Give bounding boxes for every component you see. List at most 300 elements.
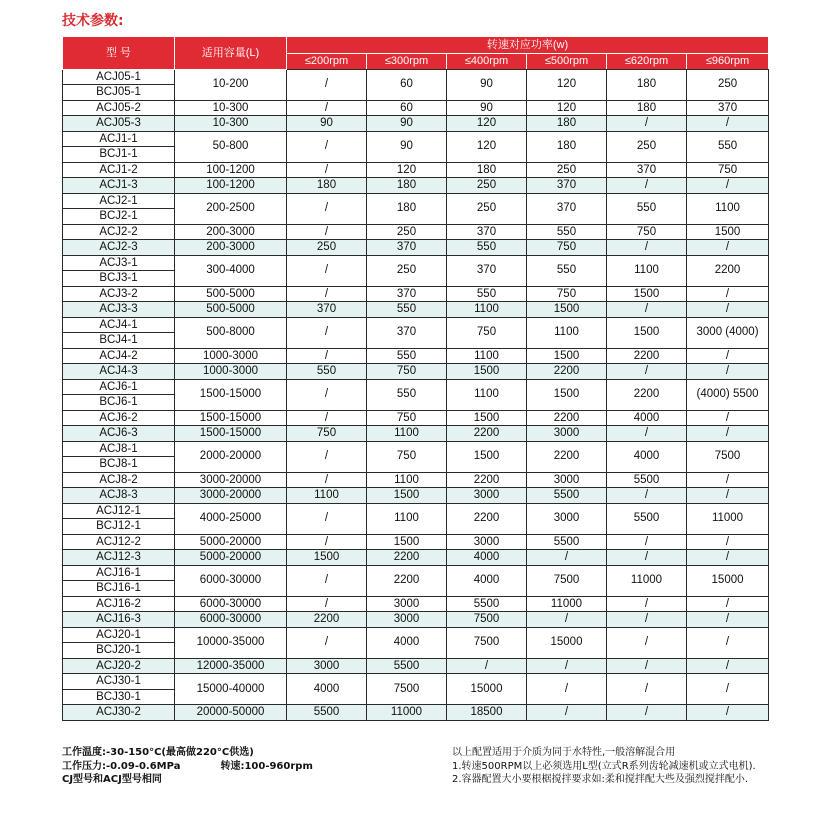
- power-cell: 3000: [367, 612, 447, 628]
- capacity-cell: 1000-3000: [175, 364, 287, 380]
- power-cell: /: [687, 364, 769, 380]
- model-cell: ACJ8-2: [63, 472, 175, 488]
- power-cell: 1500: [447, 441, 527, 472]
- power-cell: /: [687, 472, 769, 488]
- capacity-cell: 500-5000: [175, 286, 287, 302]
- capacity-cell: 1500-15000: [175, 379, 287, 410]
- power-cell: 3000: [527, 426, 607, 442]
- power-cell: /: [287, 100, 367, 116]
- table-row: [63, 612, 769, 628]
- power-cell: 180: [367, 178, 447, 194]
- power-cell: /: [607, 627, 687, 658]
- model-cell: ACJ12-2: [63, 534, 175, 550]
- capacity-cell: 1500-15000: [175, 410, 287, 426]
- table-row: [63, 503, 769, 519]
- capacity-cell: 200-3000: [175, 224, 287, 240]
- power-cell: /: [447, 658, 527, 674]
- power-cell: /: [607, 240, 687, 256]
- table-row: [63, 658, 769, 674]
- capacity-cell: 5000-20000: [175, 550, 287, 566]
- power-cell: /: [687, 410, 769, 426]
- table-row: [63, 286, 769, 302]
- power-cell: 90: [447, 69, 527, 100]
- power-cell: 1500: [527, 348, 607, 364]
- speed-header: ≤300rpm: [367, 54, 447, 70]
- capacity-cell: 1500-15000: [175, 426, 287, 442]
- config-note: 以上配置适用于介质为同于水特性,一般溶解混合用: [452, 747, 676, 758]
- power-cell: /: [527, 705, 607, 721]
- power-cell: /: [687, 674, 769, 705]
- power-cell: /: [607, 488, 687, 504]
- capacity-cell: 2000-20000: [175, 441, 287, 472]
- capacity-cell: 4000-25000: [175, 503, 287, 534]
- table-row: [63, 426, 769, 442]
- power-cell: 15000: [527, 627, 607, 658]
- power-cell: /: [687, 488, 769, 504]
- power-cell: 750: [607, 224, 687, 240]
- capacity-cell: 3000-20000: [175, 488, 287, 504]
- power-cell: 4000: [447, 565, 527, 596]
- table-row: [63, 534, 769, 550]
- power-cell: 180: [607, 69, 687, 100]
- power-cell: 1100: [527, 317, 607, 348]
- power-cell: /: [607, 674, 687, 705]
- model-cell: BCJ12-1: [63, 519, 175, 535]
- power-cell: /: [687, 596, 769, 612]
- model-cell: ACJ6-1: [63, 379, 175, 395]
- power-cell: /: [287, 627, 367, 658]
- power-cell: /: [287, 565, 367, 596]
- power-cell: 1500: [527, 302, 607, 318]
- power-cell: 2200: [527, 364, 607, 380]
- power-cell: 180: [527, 131, 607, 162]
- power-cell: /: [607, 705, 687, 721]
- power-cell: /: [527, 612, 607, 628]
- table-row: [63, 178, 769, 194]
- power-cell: 370: [527, 178, 607, 194]
- model-cell: ACJ8-3: [63, 488, 175, 504]
- model-cell: BCJ1-1: [63, 147, 175, 163]
- power-cell: /: [607, 364, 687, 380]
- power-cell: /: [607, 658, 687, 674]
- power-cell: 1100: [447, 379, 527, 410]
- power-cell: 90: [447, 100, 527, 116]
- power-cell: /: [287, 69, 367, 100]
- power-cell: 90: [367, 116, 447, 132]
- power-cell: 250: [607, 131, 687, 162]
- power-cell: 7500: [527, 565, 607, 596]
- capacity-cell: 10-300: [175, 116, 287, 132]
- power-cell: 550: [527, 224, 607, 240]
- power-cell: 370: [367, 317, 447, 348]
- power-cell: /: [687, 426, 769, 442]
- power-cell: 5500: [527, 488, 607, 504]
- table-row: [63, 596, 769, 612]
- power-cell: /: [287, 224, 367, 240]
- capacity-cell: 200-2500: [175, 193, 287, 224]
- power-cell: /: [287, 286, 367, 302]
- model-cell: BCJ20-1: [63, 643, 175, 659]
- model-cell: ACJ3-1: [63, 255, 175, 271]
- power-cell: /: [687, 534, 769, 550]
- model-cell: ACJ8-1: [63, 441, 175, 457]
- model-cell: BCJ8-1: [63, 457, 175, 473]
- model-cell: ACJ30-1: [63, 674, 175, 690]
- power-cell: 3000: [287, 658, 367, 674]
- working-pressure: 工作压力:-0.09-0.6MPa: [62, 760, 181, 772]
- power-cell: 250: [447, 178, 527, 194]
- power-cell: 370: [287, 302, 367, 318]
- capacity-cell: 200-3000: [175, 240, 287, 256]
- table-row: [63, 364, 769, 380]
- capacity-cell: 1000-3000: [175, 348, 287, 364]
- power-cell: 1500: [527, 379, 607, 410]
- power-cell: 120: [527, 100, 607, 116]
- power-cell: 550: [687, 131, 769, 162]
- power-cell: /: [287, 193, 367, 224]
- power-cell: 2200: [367, 565, 447, 596]
- power-cell: 370: [527, 193, 607, 224]
- power-cell: /: [607, 612, 687, 628]
- model-cell: BCJ2-1: [63, 209, 175, 225]
- model-cell: ACJ12-3: [63, 550, 175, 566]
- power-cell: 1100: [367, 472, 447, 488]
- power-cell: 11000: [687, 503, 769, 534]
- table-row: [63, 100, 769, 116]
- power-cell: 750: [527, 240, 607, 256]
- power-cell: 550: [607, 193, 687, 224]
- power-cell: 1100: [447, 348, 527, 364]
- power-cell: 750: [447, 317, 527, 348]
- table-row: [63, 317, 769, 333]
- power-cell: 90: [287, 116, 367, 132]
- speed-range: 转速:100-960rpm: [220, 760, 313, 772]
- model-cell: ACJ6-2: [63, 410, 175, 426]
- power-cell: /: [287, 379, 367, 410]
- power-cell: 4000: [287, 674, 367, 705]
- table-row: [63, 116, 769, 132]
- power-cell: 5500: [447, 596, 527, 612]
- power-cell: /: [527, 674, 607, 705]
- power-cell: 5500: [367, 658, 447, 674]
- speed-header: ≤500rpm: [527, 54, 607, 70]
- power-cell: 1100: [687, 193, 769, 224]
- power-cell: 2200: [607, 379, 687, 410]
- notes-right: [452, 746, 756, 787]
- speed-header: ≤200rpm: [287, 54, 367, 70]
- power-cell: 750: [367, 441, 447, 472]
- power-cell: 370: [607, 162, 687, 178]
- power-cell: 1500: [287, 550, 367, 566]
- model-cell: ACJ1-2: [63, 162, 175, 178]
- power-group-header: 转速对应功率(w): [287, 37, 769, 54]
- power-cell: 60: [367, 100, 447, 116]
- power-cell: 2200: [287, 612, 367, 628]
- power-cell: 120: [447, 131, 527, 162]
- model-cell: ACJ3-2: [63, 286, 175, 302]
- model-header: 型 号: [63, 37, 175, 70]
- power-cell: /: [287, 410, 367, 426]
- power-cell: 15000: [687, 565, 769, 596]
- power-cell: 550: [367, 379, 447, 410]
- capacity-cell: 3000-20000: [175, 472, 287, 488]
- power-cell: 2200: [687, 255, 769, 286]
- model-cell: BCJ4-1: [63, 333, 175, 349]
- power-cell: 4000: [367, 627, 447, 658]
- power-cell: /: [687, 627, 769, 658]
- model-cell: ACJ05-1: [63, 69, 175, 85]
- power-cell: 750: [527, 286, 607, 302]
- speed-header: ≤400rpm: [447, 54, 527, 70]
- table-row: [63, 348, 769, 364]
- power-cell: /: [687, 705, 769, 721]
- power-cell: 2200: [367, 550, 447, 566]
- power-cell: 370: [447, 224, 527, 240]
- power-cell: 7500: [687, 441, 769, 472]
- power-cell: /: [287, 131, 367, 162]
- power-cell: /: [687, 302, 769, 318]
- power-cell: 120: [527, 69, 607, 100]
- model-cell: ACJ16-2: [63, 596, 175, 612]
- power-cell: 90: [367, 131, 447, 162]
- power-cell: 2200: [607, 348, 687, 364]
- model-cell: ACJ4-1: [63, 317, 175, 333]
- table-row: [63, 302, 769, 318]
- model-cell: ACJ4-3: [63, 364, 175, 380]
- capacity-cell: 500-8000: [175, 317, 287, 348]
- power-cell: 2200: [447, 472, 527, 488]
- power-cell: 1500: [367, 534, 447, 550]
- section-title: 技术参数:: [62, 13, 124, 29]
- power-cell: 550: [447, 286, 527, 302]
- power-cell: 180: [367, 193, 447, 224]
- model-cell: BCJ3-1: [63, 271, 175, 287]
- power-cell: 2200: [447, 503, 527, 534]
- power-cell: /: [687, 116, 769, 132]
- power-cell: /: [287, 503, 367, 534]
- power-cell: 3000: [367, 596, 447, 612]
- power-cell: 11000: [367, 705, 447, 721]
- power-cell: 120: [447, 116, 527, 132]
- power-cell: 1500: [607, 317, 687, 348]
- model-cell: ACJ6-3: [63, 426, 175, 442]
- power-cell: 7500: [447, 612, 527, 628]
- table-row: [63, 255, 769, 271]
- power-cell: /: [527, 550, 607, 566]
- power-cell: 1500: [687, 224, 769, 240]
- power-cell: 550: [367, 348, 447, 364]
- power-cell: 370: [367, 286, 447, 302]
- capacity-cell: 100-1200: [175, 178, 287, 194]
- model-cell: ACJ12-1: [63, 503, 175, 519]
- speed-header: ≤960rpm: [687, 54, 769, 70]
- power-cell: 1500: [607, 286, 687, 302]
- power-cell: 5500: [607, 503, 687, 534]
- power-cell: 4000: [607, 441, 687, 472]
- power-cell: 5500: [527, 534, 607, 550]
- capacity-cell: 10-300: [175, 100, 287, 116]
- capacity-cell: 20000-50000: [175, 705, 287, 721]
- power-cell: /: [607, 550, 687, 566]
- power-cell: /: [527, 658, 607, 674]
- capacity-cell: 500-5000: [175, 302, 287, 318]
- pressure-speed-line: [62, 760, 313, 774]
- power-cell: 1500: [367, 488, 447, 504]
- power-cell: 11000: [527, 596, 607, 612]
- power-cell: 750: [367, 364, 447, 380]
- table-row: [63, 627, 769, 643]
- power-cell: 4000: [607, 410, 687, 426]
- table-row: [63, 410, 769, 426]
- model-cell: ACJ20-2: [63, 658, 175, 674]
- model-cell: ACJ05-3: [63, 116, 175, 132]
- power-cell: /: [607, 534, 687, 550]
- model-cell: ACJ16-1: [63, 565, 175, 581]
- power-cell: 3000: [527, 503, 607, 534]
- model-cell: BCJ05-1: [63, 85, 175, 101]
- model-cell: ACJ16-3: [63, 612, 175, 628]
- working-temperature: 工作温度:-30-150°C(最高做220°C供选): [62, 747, 254, 758]
- power-cell: 250: [367, 224, 447, 240]
- power-cell: 3000 (4000): [687, 317, 769, 348]
- model-cell: ACJ4-2: [63, 348, 175, 364]
- power-cell: /: [687, 178, 769, 194]
- power-cell: 5500: [287, 705, 367, 721]
- power-cell: 370: [367, 240, 447, 256]
- power-cell: 7500: [367, 674, 447, 705]
- table-row: [63, 240, 769, 256]
- power-cell: 1500: [447, 410, 527, 426]
- power-cell: 1100: [367, 503, 447, 534]
- table-row: [63, 162, 769, 178]
- table-row: [63, 379, 769, 395]
- power-cell: (4000) 5500: [687, 379, 769, 410]
- capacity-cell: 5000-20000: [175, 534, 287, 550]
- model-cell: BCJ16-1: [63, 581, 175, 597]
- power-cell: 1500: [447, 364, 527, 380]
- power-cell: /: [287, 472, 367, 488]
- power-cell: 180: [527, 116, 607, 132]
- power-cell: 3000: [447, 534, 527, 550]
- power-cell: /: [287, 596, 367, 612]
- power-cell: 1100: [607, 255, 687, 286]
- power-cell: /: [607, 178, 687, 194]
- power-cell: 250: [367, 255, 447, 286]
- power-cell: /: [687, 240, 769, 256]
- capacity-cell: 300-4000: [175, 255, 287, 286]
- model-cell: ACJ3-3: [63, 302, 175, 318]
- power-cell: 18500: [447, 705, 527, 721]
- power-cell: /: [607, 116, 687, 132]
- power-cell: 750: [287, 426, 367, 442]
- power-cell: 180: [447, 162, 527, 178]
- table-row: [63, 488, 769, 504]
- power-cell: 4000: [447, 550, 527, 566]
- speed-header: ≤620rpm: [607, 54, 687, 70]
- model-cell: ACJ2-3: [63, 240, 175, 256]
- capacity-header: 适用容量(L): [175, 37, 287, 70]
- table-row: [63, 565, 769, 581]
- capacity-cell: 10000-35000: [175, 627, 287, 658]
- power-cell: /: [687, 612, 769, 628]
- power-cell: /: [687, 550, 769, 566]
- power-cell: 550: [367, 302, 447, 318]
- table-row: [63, 550, 769, 566]
- power-cell: 250: [287, 240, 367, 256]
- power-cell: /: [607, 426, 687, 442]
- power-cell: /: [287, 441, 367, 472]
- power-cell: /: [607, 596, 687, 612]
- table-row: [63, 441, 769, 457]
- capacity-cell: 15000-40000: [175, 674, 287, 705]
- power-cell: 2200: [447, 426, 527, 442]
- capacity-cell: 6000-30000: [175, 596, 287, 612]
- power-cell: /: [687, 658, 769, 674]
- config-note-2: 2.容器配置大小要根椐搅拌要求如:柔和搅拌配大些及强烈搅拌配小.: [452, 774, 749, 785]
- power-cell: /: [287, 317, 367, 348]
- table-row: [63, 674, 769, 690]
- table-row: [63, 131, 769, 147]
- power-cell: 550: [527, 255, 607, 286]
- power-cell: 370: [447, 255, 527, 286]
- power-cell: 550: [287, 364, 367, 380]
- model-cell: ACJ2-1: [63, 193, 175, 209]
- power-cell: 750: [367, 410, 447, 426]
- table-row: [63, 472, 769, 488]
- model-cell: BCJ30-1: [63, 689, 175, 705]
- model-cell: ACJ20-1: [63, 627, 175, 643]
- model-cell: ACJ05-2: [63, 100, 175, 116]
- power-cell: 1100: [287, 488, 367, 504]
- model-cell: ACJ2-2: [63, 224, 175, 240]
- spec-table: [62, 36, 769, 721]
- table-row: [63, 705, 769, 721]
- power-cell: /: [287, 348, 367, 364]
- capacity-cell: 6000-30000: [175, 612, 287, 628]
- power-cell: /: [687, 286, 769, 302]
- power-cell: 60: [367, 69, 447, 100]
- capacity-cell: 12000-35000: [175, 658, 287, 674]
- power-cell: 2200: [527, 410, 607, 426]
- model-cell: ACJ1-1: [63, 131, 175, 147]
- power-cell: 15000: [447, 674, 527, 705]
- power-cell: 1100: [367, 426, 447, 442]
- power-cell: /: [607, 302, 687, 318]
- power-cell: /: [287, 255, 367, 286]
- model-cell: ACJ1-3: [63, 178, 175, 194]
- power-cell: 370: [687, 100, 769, 116]
- power-cell: 5500: [607, 472, 687, 488]
- power-cell: 7500: [447, 627, 527, 658]
- capacity-cell: 10-200: [175, 69, 287, 100]
- config-note-1: 1.转速500RPM以上必须选用L型(立式R系列齿轮减速机或立式电机).: [452, 760, 756, 772]
- power-cell: 750: [687, 162, 769, 178]
- power-cell: 180: [287, 178, 367, 194]
- power-cell: 250: [687, 69, 769, 100]
- capacity-cell: 100-1200: [175, 162, 287, 178]
- table-body: [63, 69, 769, 720]
- power-cell: 11000: [607, 565, 687, 596]
- power-cell: 250: [527, 162, 607, 178]
- table-row: [63, 224, 769, 240]
- model-cell: ACJ30-2: [63, 705, 175, 721]
- model-cell: BCJ6-1: [63, 395, 175, 411]
- power-cell: 3000: [527, 472, 607, 488]
- table-row: [63, 69, 769, 85]
- capacity-cell: 50-800: [175, 131, 287, 162]
- power-cell: 550: [447, 240, 527, 256]
- power-cell: /: [687, 348, 769, 364]
